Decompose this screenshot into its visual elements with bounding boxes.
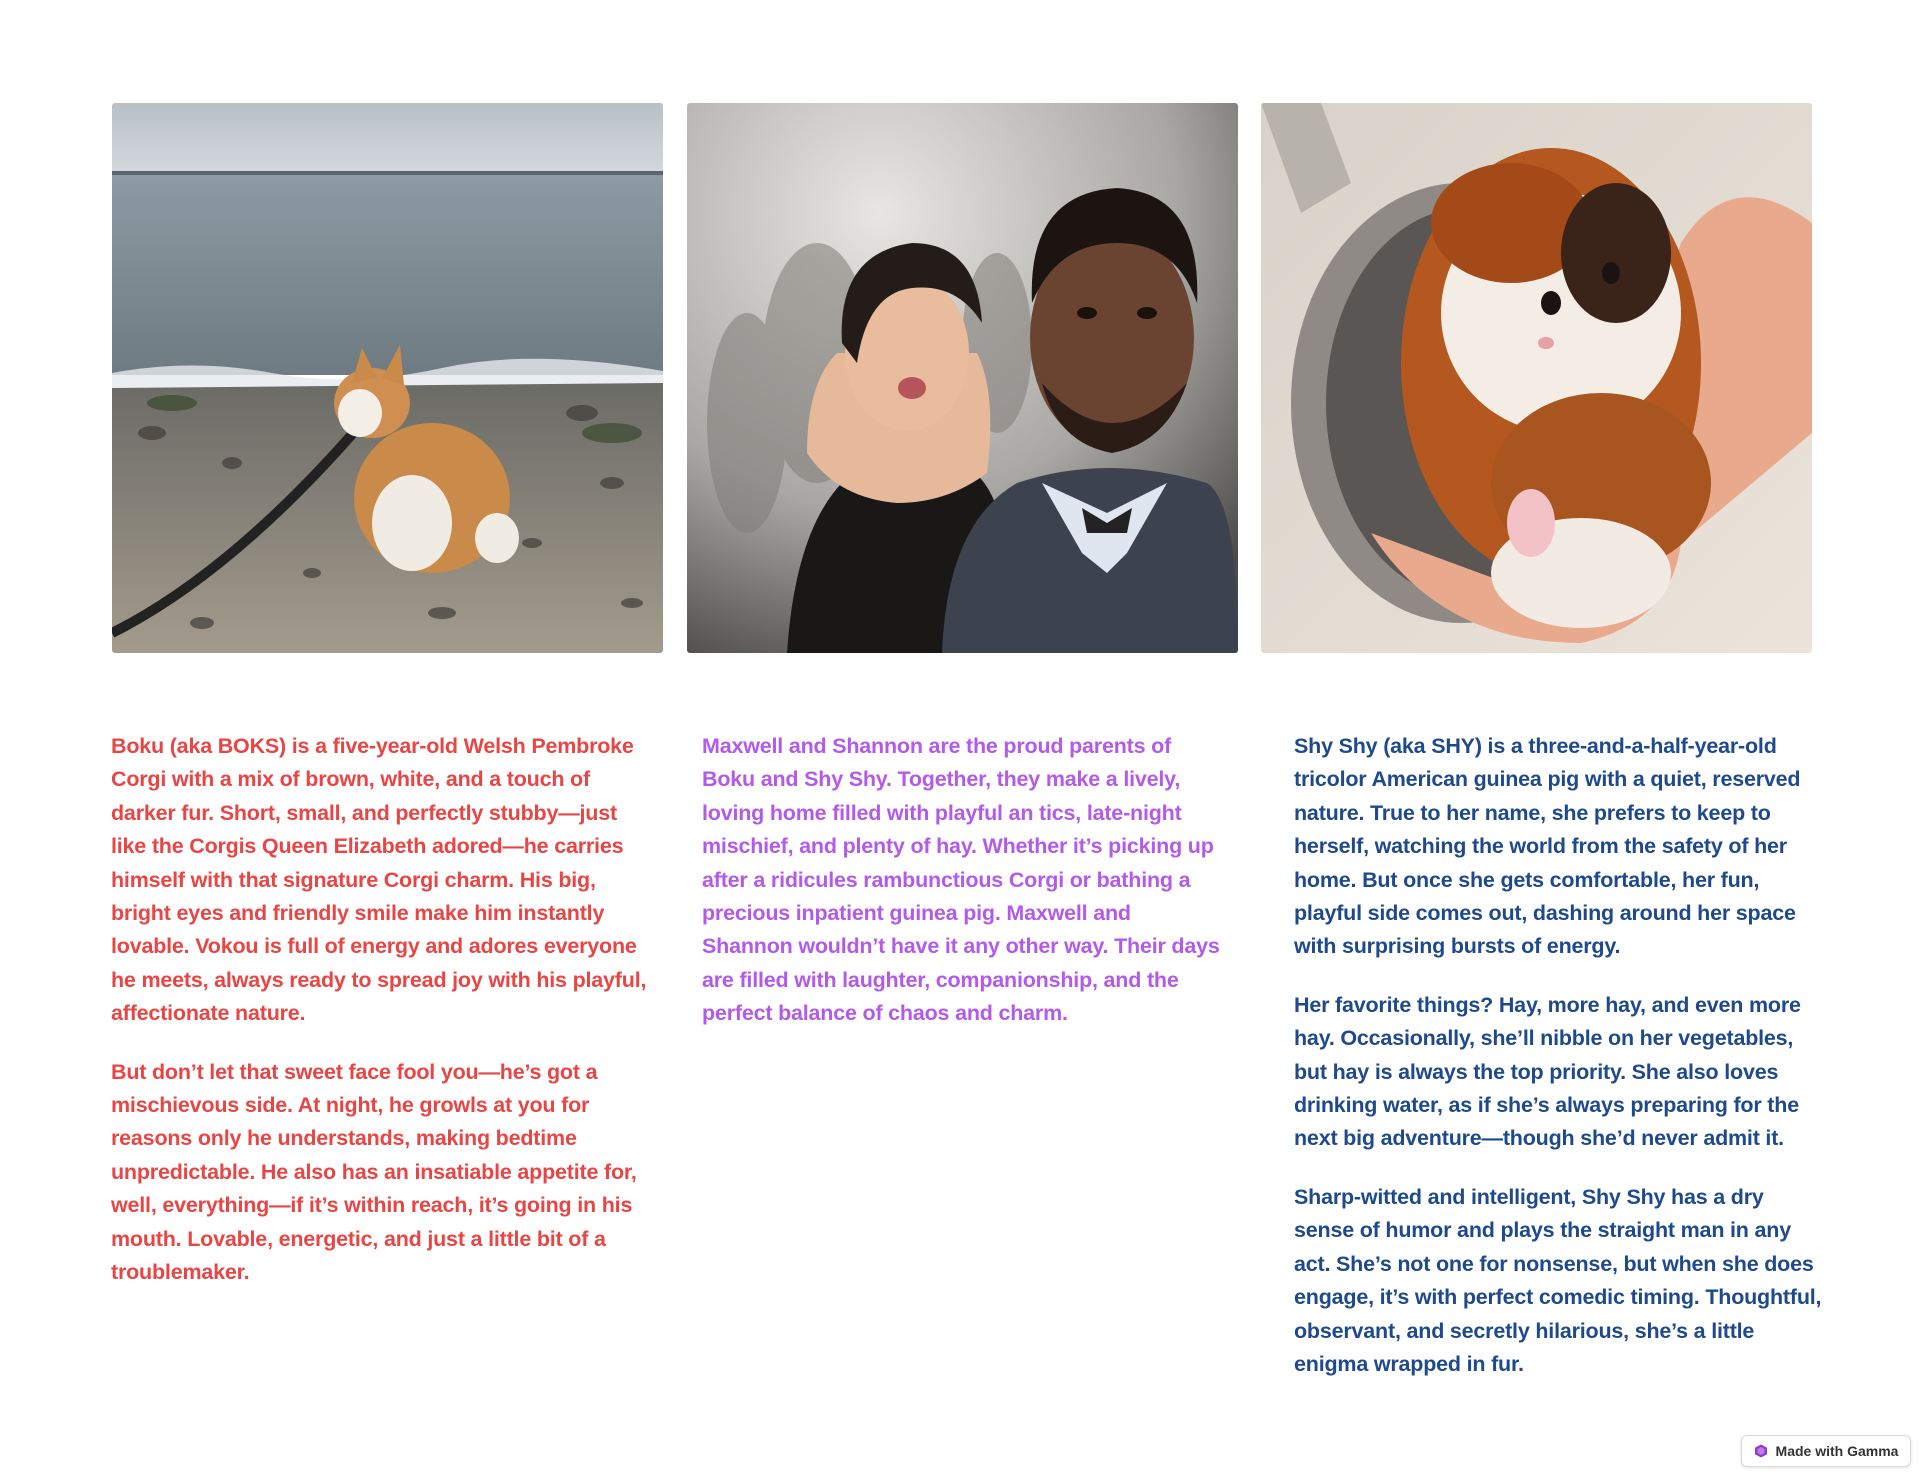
corgi-illustration [112, 103, 663, 653]
gamma-logo-icon [1754, 1444, 1768, 1458]
guinea-pig-photo [1261, 103, 1812, 653]
boku-description [111, 730, 656, 1315]
guinea-pig-illustration [1261, 103, 1812, 653]
parents-description [702, 730, 1227, 1056]
boku-paragraph-2: But don’t let that sweet face fool you—he’s got a mischievous side. At night, he growls at you for reasons only he understands, making bedtime unpredictable. He also has an insatiable appetite for, well, everything—if it’s within reach, it’s going in his mouth. Lovable, energetic, and just a little bit of a troublemaker. [111, 1059, 637, 1285]
shy-paragraph-3: Sharp-witted and intelligent, Shy Shy has a dry sense of humor and plays the straight man in any act. She’s not one for nonsense, but when she does engage, it’s with perfect comedic timing. Thoughtful, observant, and secretly hilarious, she’s a little enigma wrapped in fur. [1294, 1184, 1822, 1376]
parents-paragraph-1: Maxwell and Shannon are the proud parents of Boku and Shy Shy. Together, they make a lively, loving home filled with playful an tics, late-night mischief, and plenty of hay. Whether it’s picking up after a ridicules rambunctious Corgi or bathing a precious inpatient guinea pig. Maxwell and Shannon wouldn’t have it any other way. Their days are filled with laughter, companionship, and the perfect balance of chaos and charm. [702, 734, 1220, 1026]
couple-photo [687, 103, 1238, 653]
couple-illustration [687, 103, 1238, 653]
boku-paragraph-1: Boku (aka BOKS) is a five-year-old Welsh Pembroke Corgi with a mix of brown, white, and a touch of darker fur. Short, small, and perfectly stubby—just like the Corgis Queen Elizabeth adored—he carries himself with that signature Corgi charm. His big, bright eyes and friendly smile make him instantly lovable. Vokou is full of energy and adores everyone he meets, always ready to spread joy with his playful, affectionate nature. [111, 734, 647, 1026]
corgi-photo [112, 103, 663, 653]
shy-description [1294, 730, 1824, 1406]
made-with-gamma-badge[interactable] [1741, 1435, 1911, 1467]
shy-paragraph-2: Her favorite things? Hay, more hay, and even more hay. Occasionally, she’ll nibble on her vegetables, but hay is always the top priority. She also loves drinking water, as if she’s always preparing for the next big adventure—though she’d never admit it. [1294, 992, 1801, 1151]
made-with-gamma-label: Made with Gamma [1775, 1443, 1899, 1459]
shy-paragraph-1: Shy Shy (aka SHY) is a three-and-a-half-year-old tricolor American guinea pig with a quiet, reserved nature. True to her name, she prefers to keep to herself, watching the world from the safety of her home. But once she gets comfortable, her fun, playful side comes out, dashing around her space with surprising bursts of energy. [1294, 734, 1801, 959]
